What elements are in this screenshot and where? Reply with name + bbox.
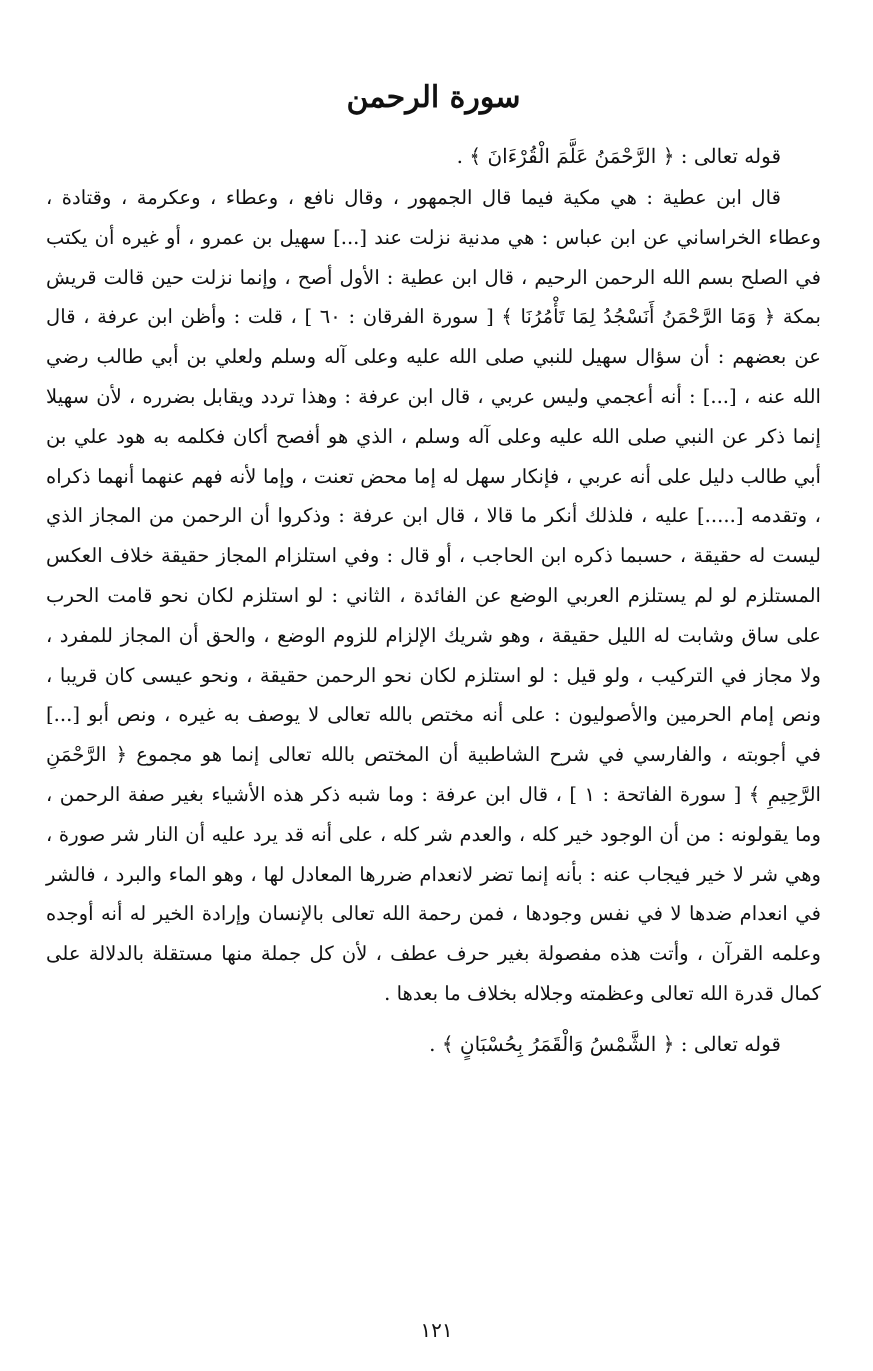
verse-intro: قوله تعالى : ﴿ الرَّحْمَنُ عَلَّمَ الْقُرْءَانَ ﴾ . [456, 144, 781, 168]
body-paragraph [46, 178, 821, 1014]
page-number: ١٢١ [420, 1318, 453, 1342]
verse-next: قوله تعالى : ﴿ الشَّمْسُ وَالْقَمَرُ بِحُسْبَانٍ ﴾ . [429, 1031, 781, 1056]
body-text: قال ابن عطية : هي مكية فيما قال الجمهور ، وقال نافع ، وعطاء ، وعكرمة ، وقتادة ، وعطاء الخراساني عن ابن عباس : هي مدنية نزلت عند [...] سهيل بن عمرو ، أو غيره أن يكتب في الصلح بسم الله الرحمن الرحيم ، قال ابن عطية : الأول أصح ، وإنما نزلت حين قالت قريش بمكة ﴿ وَمَا الرَّحْمَنُ أَنَسْجُدُ لِمَا تَأْمُرُنَا ﴾ [ سورة الفرقان : ٦٠ ] ، قلت : وأظن ابن عرفة ، قال عن بعضهم : أن سؤال سهيل للنبي صلى الله عليه وعلى آله وسلم ولعلي بن أبي طالب رضي الله عنه ، [...] : أنه أعجمي وليس عربي ، قال ابن عرفة : وهذا تردد ويقابل بضرره ، لأن سهيلا إنما ذكر عن النبي صلى الله عليه وعلى آله وسلم ، الذي هو أفصح أكان فكلمه به هود علي بن أبي طالب دليل على أنه عربي ، فإنكار سهل له إما محض تعنت ، وإما لأنه فهم عنهما أنهما ذكراه ، وتقدمه [.....] عليه ، فلذلك أنكر ما قالا ، قال ابن عرفة : وذكروا أن الرحمن من المجاز الذي ليست له حقيقة ، حسبما ذكره ابن الحاجب ، أو قال : وفي استلزام المجاز حقيقة خلاف العكس المستلزم لو لم يستلزم العربي الوضع عن الفائدة ، الثاني : لو استلزم لكان نحو قامت الحرب على ساق وشابت له الليل حقيقة ، وهو شريك الإلزام للزوم الوضع ، والحق أن المجاز للمفرد ، ولا مجاز في التركيب ، ولو قيل : لو استلزم لكان نحو الرحمن حقيقة ، ونحو عيسى كان قريبا ، ونص إمام الحرمين والأصوليون : على أنه مختص بالله تعالى لا يوصف به غيره ، ونص أبو [...] في أجوبته ، والفارسي في شرح الشاطبية أن المختص بالله تعالى إنما هو مجموع ﴿ الرَّحْمَنِ الرَّحِيمِ ﴾ [ سورة الفاتحة : ١ ] ، قال ابن عرفة : وما شبه ذكر هذه الأشياء بغير صفة الرحمن ، وما يقولونه : من أن الوجود خير كله ، والعدم شر كله ، على أنه قد يرد عليه أن النار شر صورة ، وهي شر لا خير فيجاب عنه : بأنه إنما تضر لانعدام ضررها المعادل لها ، وهو الماء والبرد ، فالشر في انعدام ضدها لا في نفس وجودها ، فمن رحمة الله تعالى بالإنسان وإرادة الخير له أنه أوجده وعلمه القرآن ، وأتت هذه مفصولة بغير حرف عطف ، لأن كل جملة منها مستقلة بالدلالة على كمال قدرة الله تعالى وعظمته وجلاله بخلاف ما بعدها . [46, 186, 822, 1005]
page-title: سورة الرحمن [346, 80, 521, 115]
